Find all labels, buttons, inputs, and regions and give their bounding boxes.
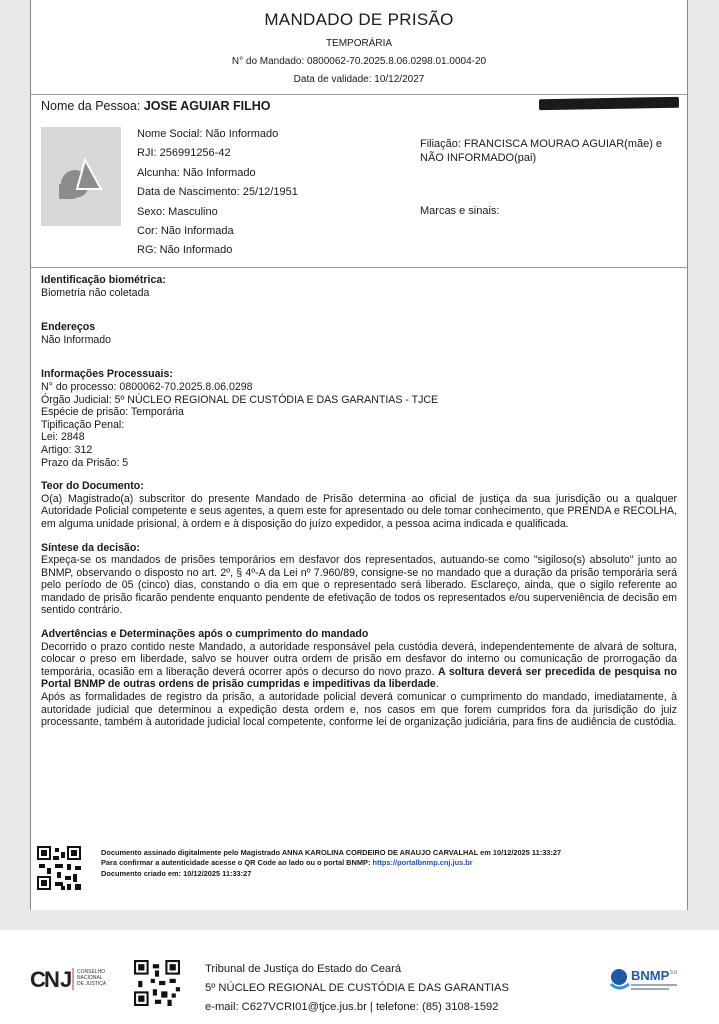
redacted-id [539, 97, 679, 110]
warnings-text-end: . [435, 678, 439, 691]
addresses-heading: Endereços [41, 321, 96, 334]
svg-text:3.0: 3.0 [670, 970, 677, 976]
process-line: Órgão Judicial: 5º NÚCLEO REGIONAL DE CUSTÓDIA E DAS GARANTIAS - TJCE [41, 393, 439, 406]
svg-text:NACIONAL: NACIONAL [77, 975, 103, 981]
person-details [137, 125, 298, 261]
decision-heading: Síntese da decisão: [41, 541, 140, 554]
decision-section [41, 542, 677, 618]
signature-text [101, 848, 681, 879]
process-heading: Informações Processuais: [41, 368, 173, 381]
person-section [31, 95, 687, 268]
person-photo-placeholder [41, 127, 121, 226]
warnings-text-bold: A soltura deverá ser precedida de pesquisa no Portal BNMP de outras ordens de prisão cumpridas e impeditivas da liberdade [41, 665, 677, 691]
svg-text:BNMP: BNMP [631, 968, 670, 983]
decision-text: Expeça-se os mandados de prisões temporários em desfavor dos representados, autuando-se como "sigiloso(s) absoluto" junto ao BNMP, observando o disposto no art. 2º, § 4º-A da Lei nº 7.960/89, consigne-se no mandado que a duração da prisão temporária será pelo período de 05 (cinco) dias, constando o dia em que o representado será liberado. Esclareço, ainda, que o sigilo referente ao mandado de prisão ficarão pendente enquanto pendente de efetivação de todos os representados e/ou superveniência de decisão em sentido contrário. [41, 554, 677, 617]
social-name: Nome Social: Não Informado [137, 128, 279, 140]
court-contact: e-mail: C627VCRI01@tjce.jus.br | telefone: (85) 3108-1592 [205, 1001, 499, 1013]
created-line: Documento criado em: 10/12/2025 11:33:27 [101, 868, 252, 878]
verification-text: Para confirmar a autenticidade acesse o QR Code ao lado ou o portal BNMP: [101, 858, 373, 868]
document-content-text: O(a) Magistrado(a) subscritor do presente Mandado de Prisão determina ao oficial de justiça da sua jurisdição ou a qualquer Autoridade Policial competente e seus agentes, a quem este for apresentado ou dele tomar conhecimento, que PRENDA e RECOLHA, em alguma unidade prisional, à ordem e à disposição do juízo expedidor, a pessoa acima indicada e qualificada. [41, 492, 677, 530]
warnings-paragraph-1 [41, 641, 677, 691]
svg-text:CONSELHO: CONSELHO [77, 969, 106, 975]
alias: Alcunha: Não Informado [137, 166, 256, 179]
document-footer [0, 930, 719, 1024]
document-content-heading: Teor do Documento: [41, 480, 144, 493]
biometric-heading: Identificação biométrica: [41, 274, 166, 286]
signature-block [37, 846, 677, 896]
svg-text:C: C [30, 967, 46, 992]
warrant-header [31, 0, 687, 95]
validity-date: Data de validade: 10/12/2027 [293, 74, 425, 85]
addresses-value: Não Informado [41, 333, 112, 346]
filiation: Filiação: FRANCISCA MOURAO AGUIAR(mãe) e NÃO INFORMADO(pai) [420, 138, 663, 164]
process-line: N° do processo: 0800062-70.2025.8.06.0298 [41, 380, 253, 393]
process-line: Espécie de prisão: Temporária [41, 406, 184, 419]
biometric-section [41, 274, 677, 299]
bnmp-logo-icon [607, 964, 687, 996]
process-section [41, 368, 677, 469]
svg-text:N: N [44, 967, 60, 992]
warrant-number: N° do Mandado: 0800062-70.2025.8.06.0298.01.0004-20 [231, 56, 487, 67]
portal-link[interactable]: https://portalbnmp.cnj.jus.br [372, 858, 473, 868]
process-line: Tipificação Penal: [41, 418, 125, 431]
person-name-label: Nome da Pessoa: [41, 99, 141, 113]
court-info [205, 960, 509, 1017]
birth-date: Data de Nascimento: 25/12/1951 [137, 186, 298, 199]
verification-line [101, 858, 681, 868]
signature-line: Documento assinado digitalmente pelo Magistrado ANNA KAROLINA CORDEIRO DE ARAUJO CARVALHAL em 10/12/2025 11:33:27 [101, 848, 562, 857]
shapes-placeholder-icon [41, 127, 121, 226]
warrant-page [30, 0, 688, 910]
warnings-text-1: Decorrido o prazo contido neste Mandado, a autoridade responsável pela custódia deverá, independentemente de alvará de soltura, colocar o preso em liberdade, salvo se houver outra ordem de prisão em desfavor do interno ou comunicação de prorrogação da temporária, ocasião em a liberação deverá ocorrer após o decurso do novo prazo. [41, 640, 677, 678]
document-title: MANDADO DE PRISÃO [264, 10, 454, 29]
person-name: JOSE AGUIAR FILHO [143, 99, 271, 113]
rg: RG: Não Informado [137, 244, 233, 257]
svg-text:DE JUSTIÇA: DE JUSTIÇA [77, 981, 107, 987]
court-unit: 5º NÚCLEO REGIONAL DE CUSTÓDIA E DAS GARANTIAS [205, 982, 509, 994]
addresses-section [41, 321, 677, 346]
process-line: Lei: 2848 [41, 431, 85, 444]
marks-and-signs: Marcas e sinais: [420, 205, 500, 217]
biometric-value: Biometria não coletada [41, 286, 150, 299]
svg-text:J: J [60, 967, 73, 992]
rji: RJI: 256991256-42 [137, 147, 231, 160]
warrant-type: TEMPORÁRIA [325, 38, 393, 49]
warnings-heading: Advertências e Determinações após o cumprimento do mandado [41, 628, 369, 641]
process-line: Prazo da Prisão: 5 [41, 456, 129, 469]
warrant-body [31, 268, 687, 729]
sex: Sexo: Masculino [137, 205, 218, 218]
footer-qr-code-icon[interactable] [134, 960, 180, 1006]
warnings-paragraph-2: Após as formalidades de registro da prisão, a autoridade policial deverá comunicar o cumprimento do mandado, imediatamente, à autoridade judicial que determinou a expedição desta ordem e, nos casos em que forem cumpridos fora da jurisdição do juiz processante, também à autoridade judicial local competente, conforme lei de organização judiciária, para fins de audiência de custódia. [41, 691, 677, 729]
process-line: Artigo: 312 [41, 443, 93, 456]
qr-code-icon[interactable] [37, 846, 81, 890]
cnj-logo-icon [30, 964, 120, 994]
person-name-line [41, 99, 270, 113]
skin-color: Cor: Não Informada [137, 225, 234, 238]
court-name: Tribunal de Justiça do Estado do Ceará [205, 963, 402, 975]
document-content-section [41, 480, 677, 530]
warnings-section [41, 628, 677, 729]
